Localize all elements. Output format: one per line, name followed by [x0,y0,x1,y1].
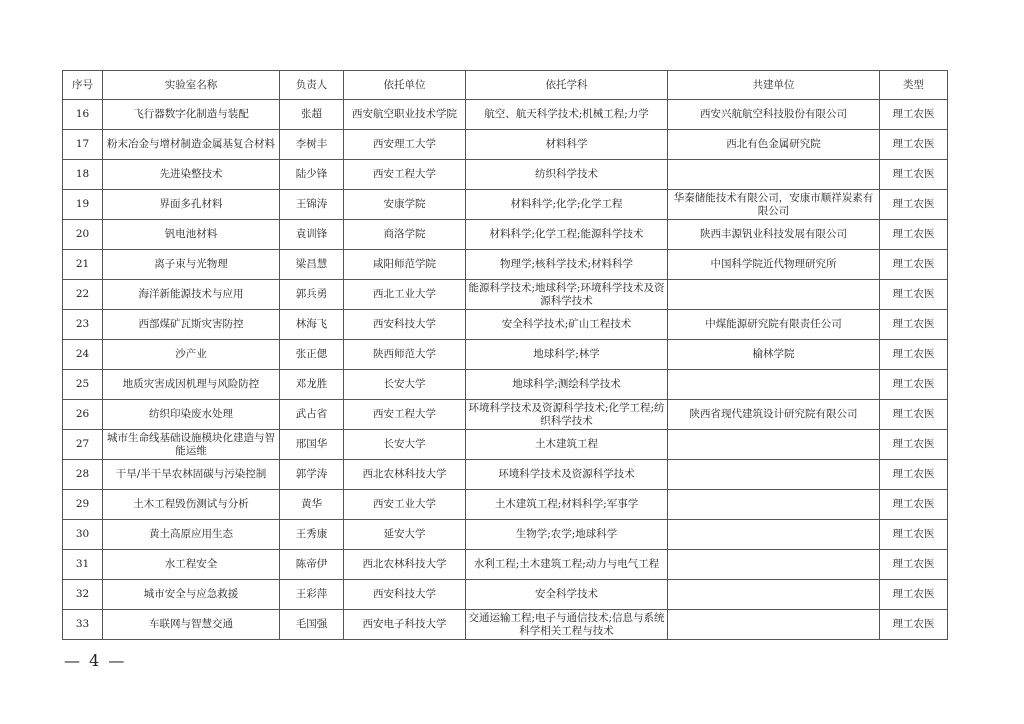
cell-leader: 武占省 [280,400,344,430]
cell-lab-name: 飞行器数字化制造与装配 [103,100,280,130]
table-row [63,190,948,220]
cell-type: 理工农医 [880,610,948,640]
cell-discipline: 交通运输工程;电子与通信技术;信息与系统科学相关工程与技术 [466,610,668,640]
cell-lab-name: 沙产业 [103,340,280,370]
cell-leader: 陆少锋 [280,160,344,190]
cell-leader: 邢国华 [280,430,344,460]
table-row [63,400,948,430]
cell-discipline: 材料科学;化学;化学工程 [466,190,668,220]
cell-lab-name: 干旱/半干旱农林固碳与污染控制 [103,460,280,490]
cell-index: 18 [63,160,103,190]
cell-lab-name: 钒电池材料 [103,220,280,250]
cell-partner: 陕西丰源钒业科技发展有限公司 [668,220,880,250]
table-row [63,220,948,250]
cell-lab-name: 离子束与光物理 [103,250,280,280]
cell-leader: 张正偲 [280,340,344,370]
table-row [63,610,948,640]
cell-partner: 西北有色金属研究院 [668,130,880,160]
cell-type: 理工农医 [880,580,948,610]
cell-discipline: 纺织科学技术 [466,160,668,190]
cell-discipline: 航空、航天科学技术;机械工程;力学 [466,100,668,130]
cell-partner [668,580,880,610]
cell-index: 30 [63,520,103,550]
cell-index: 29 [63,490,103,520]
cell-host-unit: 西安理工大学 [344,130,466,160]
cell-discipline: 能源科学技术;地球科学;环境科学技术及资源科学技术 [466,280,668,310]
header-partner: 共建单位 [668,71,880,100]
table-header-row [63,71,948,100]
cell-lab-name: 水工程安全 [103,550,280,580]
cell-type: 理工农医 [880,160,948,190]
cell-host-unit: 西北工业大学 [344,280,466,310]
cell-lab-name: 界面多孔材料 [103,190,280,220]
header-discipline: 依托学科 [466,71,668,100]
cell-index: 16 [63,100,103,130]
cell-index: 26 [63,400,103,430]
cell-lab-name: 先进染整技术 [103,160,280,190]
cell-partner [668,490,880,520]
cell-discipline: 材料科学 [466,130,668,160]
cell-type: 理工农医 [880,400,948,430]
cell-type: 理工农医 [880,250,948,280]
cell-index: 28 [63,460,103,490]
header-lab-name: 实验室名称 [103,71,280,100]
cell-discipline: 物理学;核科学技术;材料科学 [466,250,668,280]
cell-host-unit: 延安大学 [344,520,466,550]
cell-leader: 陈帝伊 [280,550,344,580]
cell-host-unit: 西北农林科技大学 [344,550,466,580]
cell-leader: 郭兵勇 [280,280,344,310]
cell-index: 19 [63,190,103,220]
table-row [63,100,948,130]
cell-index: 22 [63,280,103,310]
cell-index: 27 [63,430,103,460]
cell-leader: 王彩萍 [280,580,344,610]
cell-lab-name: 粉末冶金与增材制造金属基复合材料 [103,130,280,160]
cell-host-unit: 长安大学 [344,430,466,460]
cell-partner: 陕西省现代建筑设计研究院有限公司 [668,400,880,430]
cell-index: 32 [63,580,103,610]
cell-host-unit: 陕西师范大学 [344,340,466,370]
cell-discipline: 环境科学技术及资源科学技术;化学工程;纺织科学技术 [466,400,668,430]
cell-host-unit: 西安航空职业技术学院 [344,100,466,130]
cell-type: 理工农医 [880,130,948,160]
cell-lab-name: 西部煤矿瓦斯灾害防控 [103,310,280,340]
cell-host-unit: 西安工程大学 [344,160,466,190]
cell-lab-name: 海洋新能源技术与应用 [103,280,280,310]
cell-index: 33 [63,610,103,640]
cell-host-unit: 西安电子科技大学 [344,610,466,640]
cell-host-unit: 西安工程大学 [344,400,466,430]
cell-type: 理工农医 [880,370,948,400]
cell-host-unit: 安康学院 [344,190,466,220]
cell-type: 理工农医 [880,190,948,220]
cell-leader: 梁昌慧 [280,250,344,280]
cell-discipline: 土木建筑工程 [466,430,668,460]
cell-leader: 袁训锋 [280,220,344,250]
cell-leader: 邓龙胜 [280,370,344,400]
cell-leader: 王锦涛 [280,190,344,220]
table-row [63,490,948,520]
cell-host-unit: 长安大学 [344,370,466,400]
cell-partner [668,610,880,640]
cell-lab-name: 地质灾害成因机理与风险防控 [103,370,280,400]
cell-lab-name: 城市安全与应急救援 [103,580,280,610]
cell-type: 理工农医 [880,460,948,490]
cell-type: 理工农医 [880,310,948,340]
cell-lab-name: 车联网与智慧交通 [103,610,280,640]
cell-host-unit: 西安工业大学 [344,490,466,520]
cell-partner [668,430,880,460]
cell-type: 理工农医 [880,550,948,580]
cell-lab-name: 纺织印染废水处理 [103,400,280,430]
cell-leader: 林海飞 [280,310,344,340]
cell-host-unit: 西安科技大学 [344,310,466,340]
cell-leader: 毛国强 [280,610,344,640]
cell-discipline: 土木建筑工程;材料科学;军事学 [466,490,668,520]
cell-leader: 郭学涛 [280,460,344,490]
header-leader: 负责人 [280,71,344,100]
cell-partner [668,460,880,490]
cell-discipline: 材料科学;化学工程;能源科学技术 [466,220,668,250]
cell-leader: 黄华 [280,490,344,520]
cell-partner [668,520,880,550]
cell-host-unit: 商洛学院 [344,220,466,250]
cell-discipline: 环境科学技术及资源科学技术 [466,460,668,490]
cell-discipline: 安全科学技术;矿山工程技术 [466,310,668,340]
cell-discipline: 安全科学技术 [466,580,668,610]
cell-partner [668,280,880,310]
header-host-unit: 依托单位 [344,71,466,100]
cell-host-unit: 西北农林科技大学 [344,460,466,490]
cell-partner [668,550,880,580]
lab-table [62,70,948,640]
table-row [63,520,948,550]
cell-lab-name: 城市生命线基础设施模块化建造与智能运维 [103,430,280,460]
cell-type: 理工农医 [880,430,948,460]
cell-leader: 李树丰 [280,130,344,160]
table-row [63,160,948,190]
cell-partner: 中煤能源研究院有限责任公司 [668,310,880,340]
cell-index: 25 [63,370,103,400]
table-row [63,340,948,370]
table-row [63,430,948,460]
header-type: 类型 [880,71,948,100]
cell-index: 24 [63,340,103,370]
cell-leader: 张超 [280,100,344,130]
table-row [63,310,948,340]
cell-type: 理工农医 [880,220,948,250]
cell-index: 21 [63,250,103,280]
table-row [63,250,948,280]
cell-host-unit: 咸阳师范学院 [344,250,466,280]
cell-type: 理工农医 [880,340,948,370]
cell-type: 理工农医 [880,100,948,130]
table-row [63,280,948,310]
cell-partner [668,160,880,190]
page-number: — 4 — [64,651,127,670]
table-row [63,550,948,580]
header-index: 序号 [63,71,103,100]
cell-host-unit: 西安科技大学 [344,580,466,610]
cell-index: 31 [63,550,103,580]
cell-type: 理工农医 [880,520,948,550]
cell-partner: 华秦储能技术有限公司，安康市顺祥炭素有限公司 [668,190,880,220]
cell-type: 理工农医 [880,280,948,310]
cell-discipline: 水利工程;土木建筑工程;动力与电气工程 [466,550,668,580]
cell-discipline: 生物学;农学;地球科学 [466,520,668,550]
cell-leader: 王秀康 [280,520,344,550]
cell-lab-name: 土木工程毁伤测试与分析 [103,490,280,520]
cell-index: 17 [63,130,103,160]
cell-partner: 中国科学院近代物理研究所 [668,250,880,280]
cell-index: 20 [63,220,103,250]
cell-discipline: 地球科学;测绘科学技术 [466,370,668,400]
cell-index: 23 [63,310,103,340]
cell-partner [668,370,880,400]
cell-type: 理工农医 [880,490,948,520]
cell-lab-name: 黄土高原应用生态 [103,520,280,550]
table-row [63,580,948,610]
table-row [63,370,948,400]
cell-partner: 西安兴航航空科技股份有限公司 [668,100,880,130]
table-row [63,460,948,490]
cell-partner: 榆林学院 [668,340,880,370]
cell-discipline: 地球科学;林学 [466,340,668,370]
table-row [63,130,948,160]
